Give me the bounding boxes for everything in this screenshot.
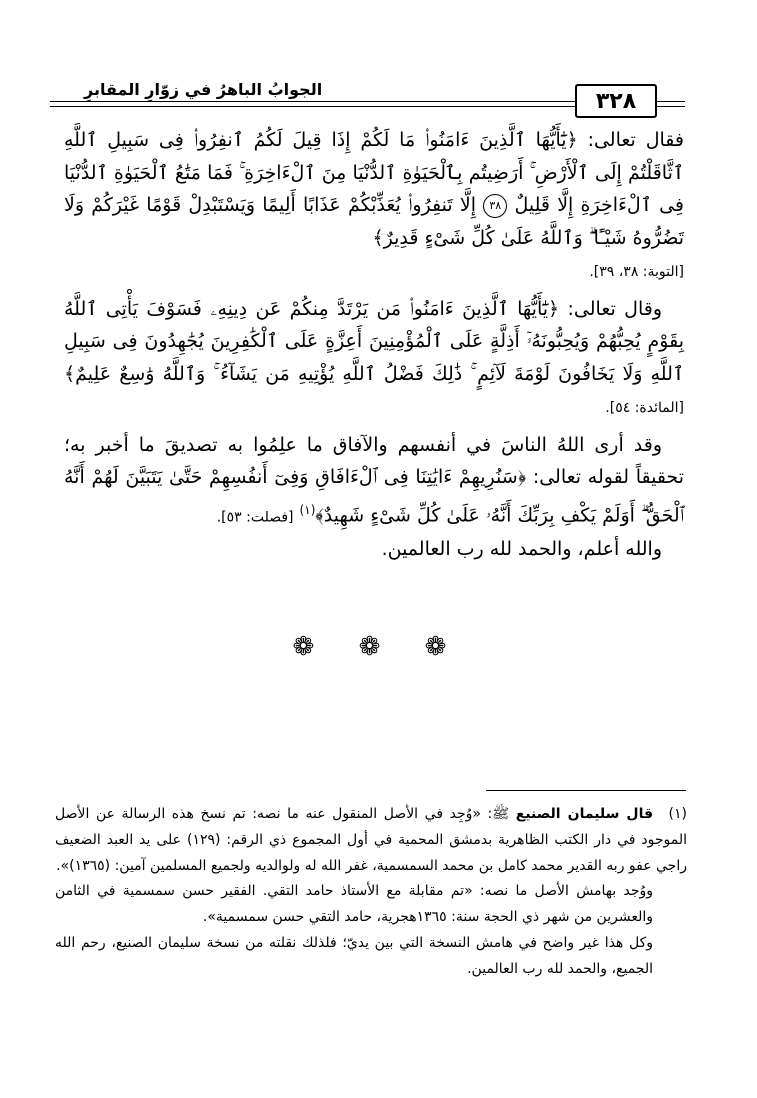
footnote-text-1: : «وُجِد في الأصل المنقول عنه ما نصه: تم نسخ هذه الرسالة عن الأصل الموجود في دار الكتب الظاهرية بدمشق المحمية في أول المجموع ذي الرقم: (١٢٩) على يد العبد الضعيف راجي عفو ربه القدير محمد كامل بن محمد السمسمية، غفر الله له ولوالديه ولجميع المسلمين آمين: (١٣٦٥)». [55,806,687,874]
footnote-paragraph-1 [55,802,687,879]
quran-reference-1: [التوبة: ٣٨، ٣٩]. [589,264,684,280]
reference-1-line [64,254,684,289]
footnote [55,802,687,983]
paragraph-2 [64,293,684,425]
paragraph-1 [64,124,684,254]
page-header [50,80,685,114]
running-title: الجوابُ الباهرُ في زوّارِ المقابرِ [78,80,328,99]
quran-quote-2: وقال تعالى: ﴿يَٰٓأَيُّهَا ٱلَّذِينَ ءَامَنُوا۟ مَن يَرْتَدَّ مِنكُمْ عَن دِينِهِۦ فَسَوْفَ يَأْتِى ٱللَّهُ بِقَوْمٍ يُحِبُّهُمْ وَيُحِبُّونَهُۥٓ أَذِلَّةٍ عَلَى ٱلْمُؤْمِنِينَ أَعِزَّةٍ عَلَى ٱلْكَٰفِرِينَ يُجَٰهِدُونَ فِى سَبِيلِ ٱللَّهِ وَلَا يَخَافُونَ لَوْمَةَ لَآئِمٍ ۚ ذَٰلِكَ فَضْلُ ٱللَّهِ يُؤْتِيهِ مَن يَشَآءُ ۚ وَٱللَّهُ وَٰسِعٌ عَلِيمٌ﴾ [64,297,684,385]
footnote-author: قال سليمان الصنيع [515,806,653,822]
quran-reference-2: [المائدة: ٥٤]. [605,400,684,416]
ayah-number-marker: ٣٨ [483,194,507,218]
footnote-marker[interactable]: (١) [299,502,316,517]
quran-quote-1b: إِلَّا تَنفِرُوا۟ يُعَذِّبْكُمْ عَذَابًا أَلِيمًا وَيَسْتَبْدِلْ قَوْمًا غَيْرَكُمْ وَلَا تَضُرُّوهُ شَيْـًٔا ۗ وَٱللَّهُ عَلَىٰ كُلِّ شَىْءٍ قَدِيرٌ﴾ [64,194,684,249]
footnote-paragraph-3: وكل هذا غير واضح في هامش النسخة التي بين يديّ؛ فلذلك نقلته من نسخة سليمان الصنيع، رحم الله الجميع، والحمد لله رب العالمين. [55,934,653,977]
page-number: ٣٢٨ [575,84,657,118]
honorific-icon: ﷺ [492,806,510,822]
footnote-rule [486,790,686,791]
closing-line: والله أعلم، والحمد لله رب العالمين. [381,538,662,561]
footnote-paragraph-2: ووُجد بهامش الأصل ما نصه: «تم مقابلة مع الأستاذ حامد التقي. الفقير حسن سمسمية في الثامن والعشرين من شهر ذي الحجة سنة: ١٣٦٥هجرية، حامد التقي حسن سمسمية». [55,883,653,926]
main-text [64,124,684,566]
paragraph-3 [64,429,684,534]
footnote-number: (١) [668,806,687,822]
quran-reference-3: [فصلت: ٥٣]. [216,508,294,525]
quran-quote-1: فقال تعالى: ﴿يَٰٓأَيُّهَا ٱلَّذِينَ ءَامَنُوا۟ مَا لَكُمْ إِذَا قِيلَ لَكُمُ ٱنفِرُوا۟ فِى سَبِيلِ ٱللَّهِ ٱثَّاقَلْتُمْ إِلَى ٱلْأَرْضِ ۚ أَرَضِيتُم بِٱلْحَيَوٰةِ ٱلدُّنْيَا مِنَ ٱلْءَاخِرَةِ ۚ فَمَا مَتَٰعُ ٱلْحَيَوٰةِ ٱلدُّنْيَا فِى ٱلْءَاخِرَةِ إِلَّا قَلِيلٌ [64,129,685,216]
paragraph-3-text: وقد أرى اللهُ الناسَ في أنفسهم والآفاق ما علِمُوا به تصديقَ ما أخبر به؛ تحقيقاً لقوله تعالى: ﴿سَنُرِيهِمْ ءَايَٰتِنَا فِى ٱلْءَافَاقِ وَفِىٓ أَنفُسِهِمْ حَتَّىٰ يَتَبَيَّنَ لَهُمْ أَنَّهُ ٱلْحَقُّ ۗ أَوَلَمْ يَكْفِ بِرَبِّكَ أَنَّهُۥ عَلَىٰ كُلِّ شَىْءٍ شَهِيدٌ﴾ [64,433,684,526]
section-separator: ❁ ❁ ❁ [292,632,465,662]
